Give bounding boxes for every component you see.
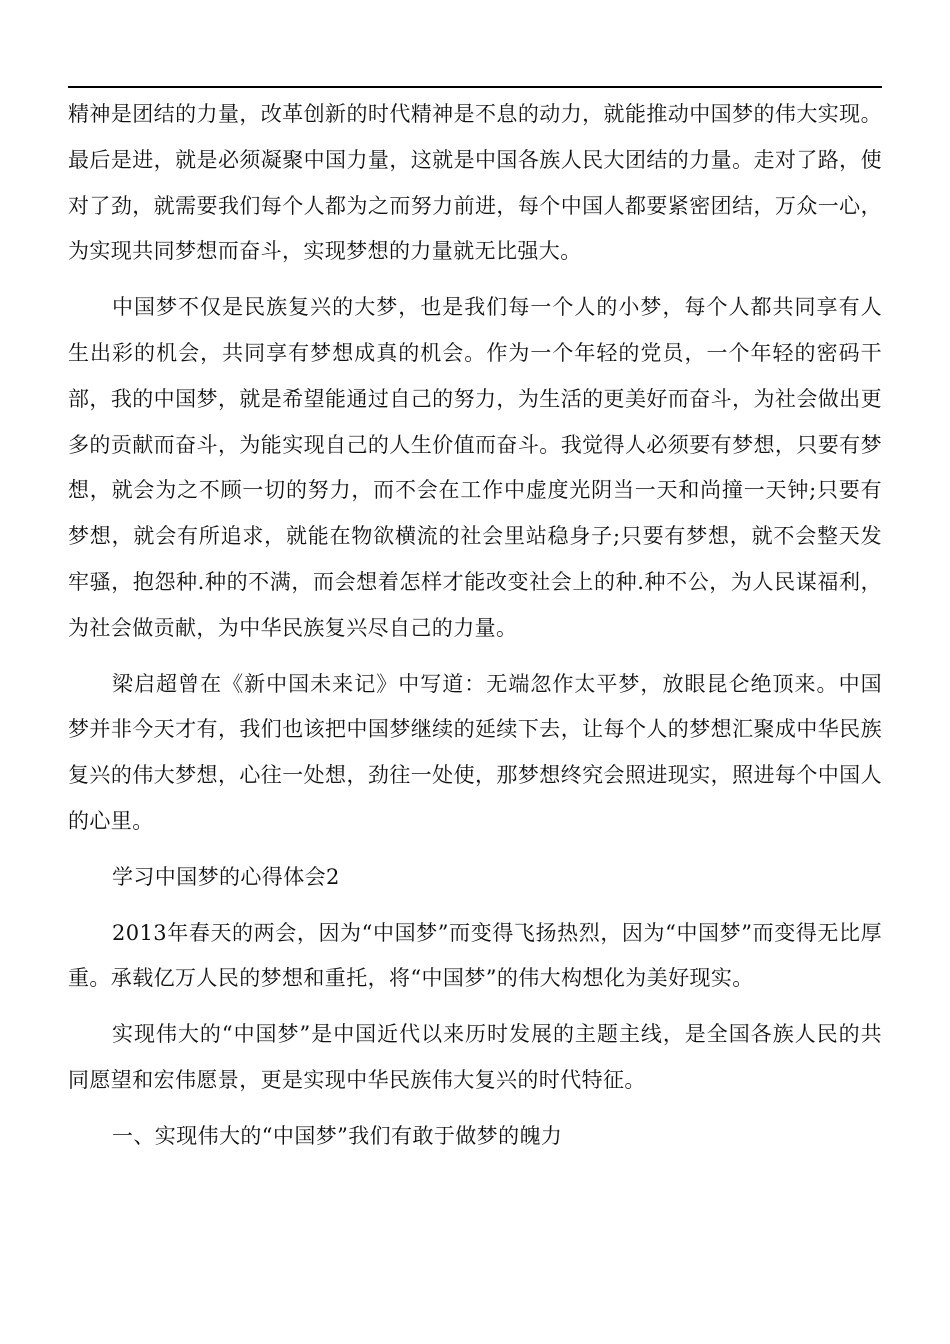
document-body — [68, 92, 882, 1160]
subheading-section-one: 一、实现伟大的“中国梦”我们有敢于做梦的魄力 — [112, 1123, 563, 1148]
header-rule — [68, 86, 882, 88]
paragraph-two-sessions-2013: 2013年春天的两会，因为“中国梦”而变得飞扬热烈，因为“中国梦”而变得无比厚重。承载亿万人民的梦想和重托，将“中国梦”的伟大构想化为美好现实。 — [68, 920, 882, 991]
section-heading-reflection-2: 学习中国梦的心得体会2 — [112, 864, 340, 889]
paragraph-main-theme: 实现伟大的“中国梦”是中国近代以来历时发展的主题主线，是全国各族人民的共同愿望和宏伟愿景，更是实现中华民族伟大复兴的时代特征。 — [68, 1022, 882, 1092]
paragraph-continuation: 精神是团结的力量，改革创新的时代精神是不息的动力，就能推动中国梦的伟大实现。最后是进，就是必须凝聚中国力量，这就是中国各族人民大团结的力量。走对了路，使对了劲，就需要我们每个人都为之而努力前进，每个中国人都要紧密团结，万众一心，为实现共同梦想而奋斗，实现梦想的力量就无比强大。 — [68, 102, 882, 264]
paragraph-chinese-dream-personal: 中国梦不仅是民族复兴的大梦，也是我们每一个人的小梦，每个人都共同享有人生出彩的机会，共同享有梦想成真的机会。作为一个年轻的党员，一个年轻的密码干部，我的中国梦，就是希望能通过自己的努力，为生活的更美好而奋斗，为社会做出更多的贡献而奋斗，为能实现自己的人生价值而奋斗。我觉得人必须要有梦想，只要有梦想，就会为之不顾一切的努力，而不会在工作中虚度光阴当一天和尚撞一天钟;只要有梦想，就会有所追求，就能在物欲横流的社会里站稳身子;只要有梦想，就不会整天发牢骚，抱怨种.种的不满，而会想着怎样才能改变社会上的种.种不公，为人民谋福利，为社会做贡献，为中华民族复兴尽自己的力量。 — [68, 295, 882, 640]
paragraph-liang-qichao-quote: 梁启超曾在《新中国未来记》中写道：无端忽作太平梦，放眼昆仑绝顶来。中国梦并非今天才有，我们也该把中国梦继续的延续下去，让每个人的梦想汇聚成中华民族复兴的伟大梦想，心往一处想，劲往一处使，那梦想终究会照进现实，照进每个中国人的心里。 — [68, 671, 882, 833]
